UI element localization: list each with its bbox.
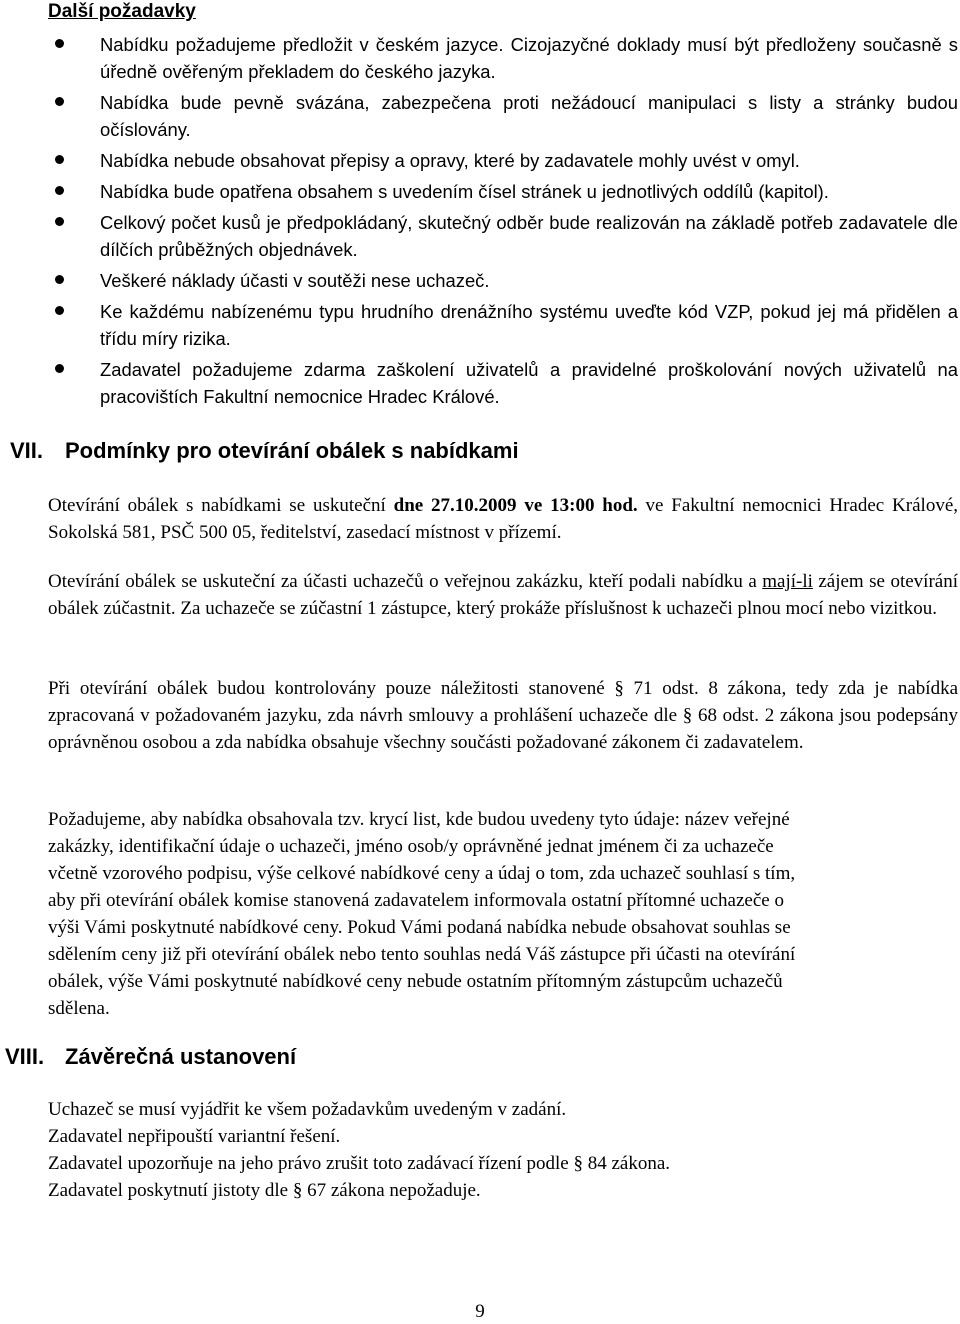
list-item-text: Veškeré náklady účasti v soutěži nese uchazeč. [100, 270, 490, 291]
list-item-text: Celkový počet kusů je předpokládaný, skutečný odběr bude realizován na základě potřeb zadavatele dle dílčích průběžných objednávek. [100, 212, 958, 260]
section-number: VIII. [5, 1044, 45, 1069]
text-line: aby při otevírání obálek komise stanovená zadavatelem informovala ostatní přítomné uchazeče o [48, 890, 784, 911]
text-line: Zadavatel poskytnutí jistoty dle § 67 zákona nepožaduje. [48, 1180, 481, 1201]
text-line: sdělena. [48, 998, 110, 1019]
underlined-text: mají-li [762, 571, 813, 592]
bullet-icon [55, 155, 64, 164]
list-item-text: Nabídka bude pevně svázána, zabezpečena proti nežádoucí manipulaci s listy a stránky budou očíslovány. [100, 92, 958, 140]
list-item-text: Nabídka bude opatřena obsahem s uvedením čísel stránek u jednotlivých oddílů (kapitol). [100, 181, 829, 202]
list-item [48, 31, 958, 85]
attendance-paragraph [48, 568, 958, 622]
text-run: Otevírání obálek s nabídkami se uskuteční [48, 495, 394, 516]
opening-date: dne 27.10.2009 ve 13:00 hod. [393, 495, 638, 516]
subsection-heading: Další požadavky [48, 1, 196, 22]
bullet-icon [55, 97, 64, 106]
opening-date-paragraph [48, 492, 958, 546]
list-item [48, 178, 958, 205]
section-number: VII. [10, 438, 44, 463]
text-line: obálek, výše Vámi poskytnuté nabídkové ceny nebude ostatním přítomným zástupcům uchazečů [48, 971, 783, 992]
list-item [48, 147, 958, 174]
list-item [48, 89, 958, 143]
bullet-icon [55, 217, 64, 226]
text-line: Uchazeč se musí vyjádřit ke všem požadavkům uvedeným v zadání. [48, 1099, 567, 1120]
text-line: včetně vzorového podpisu, výše celkové nabídkové ceny a údaj o tom, zda uchazeč souhlasí s tím, [48, 863, 796, 884]
list-item [48, 356, 958, 410]
page-number: 9 [475, 1301, 485, 1322]
text-line: sdělením ceny již při otevírání obálek nebo tento souhlas nedá Váš zástupce při účasti na otevírání [48, 944, 796, 965]
text-line: Zadavatel nepřipouští variantní řešení. [48, 1126, 341, 1147]
bullet-icon [55, 364, 64, 373]
bullet-icon [55, 186, 64, 195]
list-item-text: Zadavatel požadujeme zdarma zaškolení uživatelů a pravidelné proškolování nových uživatelů na pracovištích Fakultní nemocnice Hradec Králové. [100, 359, 958, 407]
text-line: zakázky, identifikační údaje o uchazeči, jméno osob/y oprávněné jednat jménem či za uchazeče [48, 836, 774, 857]
section-title: Podmínky pro otevírání obálek s nabídkami [65, 438, 519, 463]
text-run: ve Fakultní nemocnici Hradec Králové, Sokolská 581, PSČ 500 05, ředitelství, zasedací místnost v přízemí. [48, 495, 958, 543]
bullet-icon [55, 39, 64, 48]
text-line: Požadujeme, aby nabídka obsahovala tzv. krycí list, kde budou uvedeny tyto údaje: název veřejné [48, 809, 790, 830]
section-title: Závěrečná ustanovení [65, 1044, 297, 1069]
final-provisions [48, 1096, 958, 1204]
list-item-text: Nabídka nebude obsahovat přepisy a opravy, které by zadavatele mohly uvést v omyl. [100, 150, 800, 171]
text-run: Otevírání obálek se uskuteční za účasti uchazečů o veřejnou zakázku, kteří podali nabídku a [48, 571, 763, 592]
inspection-paragraph: Při otevírání obálek budou kontrolovány pouze náležitosti stanovené § 71 odst. 8 zákona, tedy zda je nabídka zpracovaná v požadovaném jazyku, zda návrh smlouvy a prohlášení uchazeče dle § 68 odst. 2 zákona jsou podepsány oprávněnou osobou a zda nabídka obsahuje všechny součásti požadované zákonem či zadavatelem. [48, 678, 958, 753]
list-item [48, 267, 958, 294]
bullet-icon [55, 306, 64, 315]
list-item [48, 209, 958, 263]
bullet-icon [55, 275, 64, 284]
requirements-list [48, 31, 958, 414]
list-item-text: Ke každému nabízenému typu hrudního drenážního systému uveďte kód VZP, pokud jej má přidělen a třídu míry rizika. [100, 301, 958, 349]
cover-sheet-paragraph [48, 806, 958, 1022]
list-item-text: Nabídku požadujeme předložit v českém jazyce. Cizojazyčné doklady musí být předloženy současně s úředně ověřeným překladem do českého jazyka. [100, 34, 958, 82]
text-line: Zadavatel upozorňuje na jeho právo zrušit toto zadávací řízení podle § 84 zákona. [48, 1153, 670, 1174]
text-line: výši Vámi poskytnuté nabídkové ceny. Pokud Vámi podaná nabídka nebude obsahovat souhlas se [48, 917, 791, 938]
text-run: zájem se otevírání obálek zúčastnit. Za uchazeče se zúčastní 1 zástupce, který prokáže příslušnost k uchazeči plnou mocí nebo vizitkou. [48, 571, 958, 619]
list-item [48, 298, 958, 352]
